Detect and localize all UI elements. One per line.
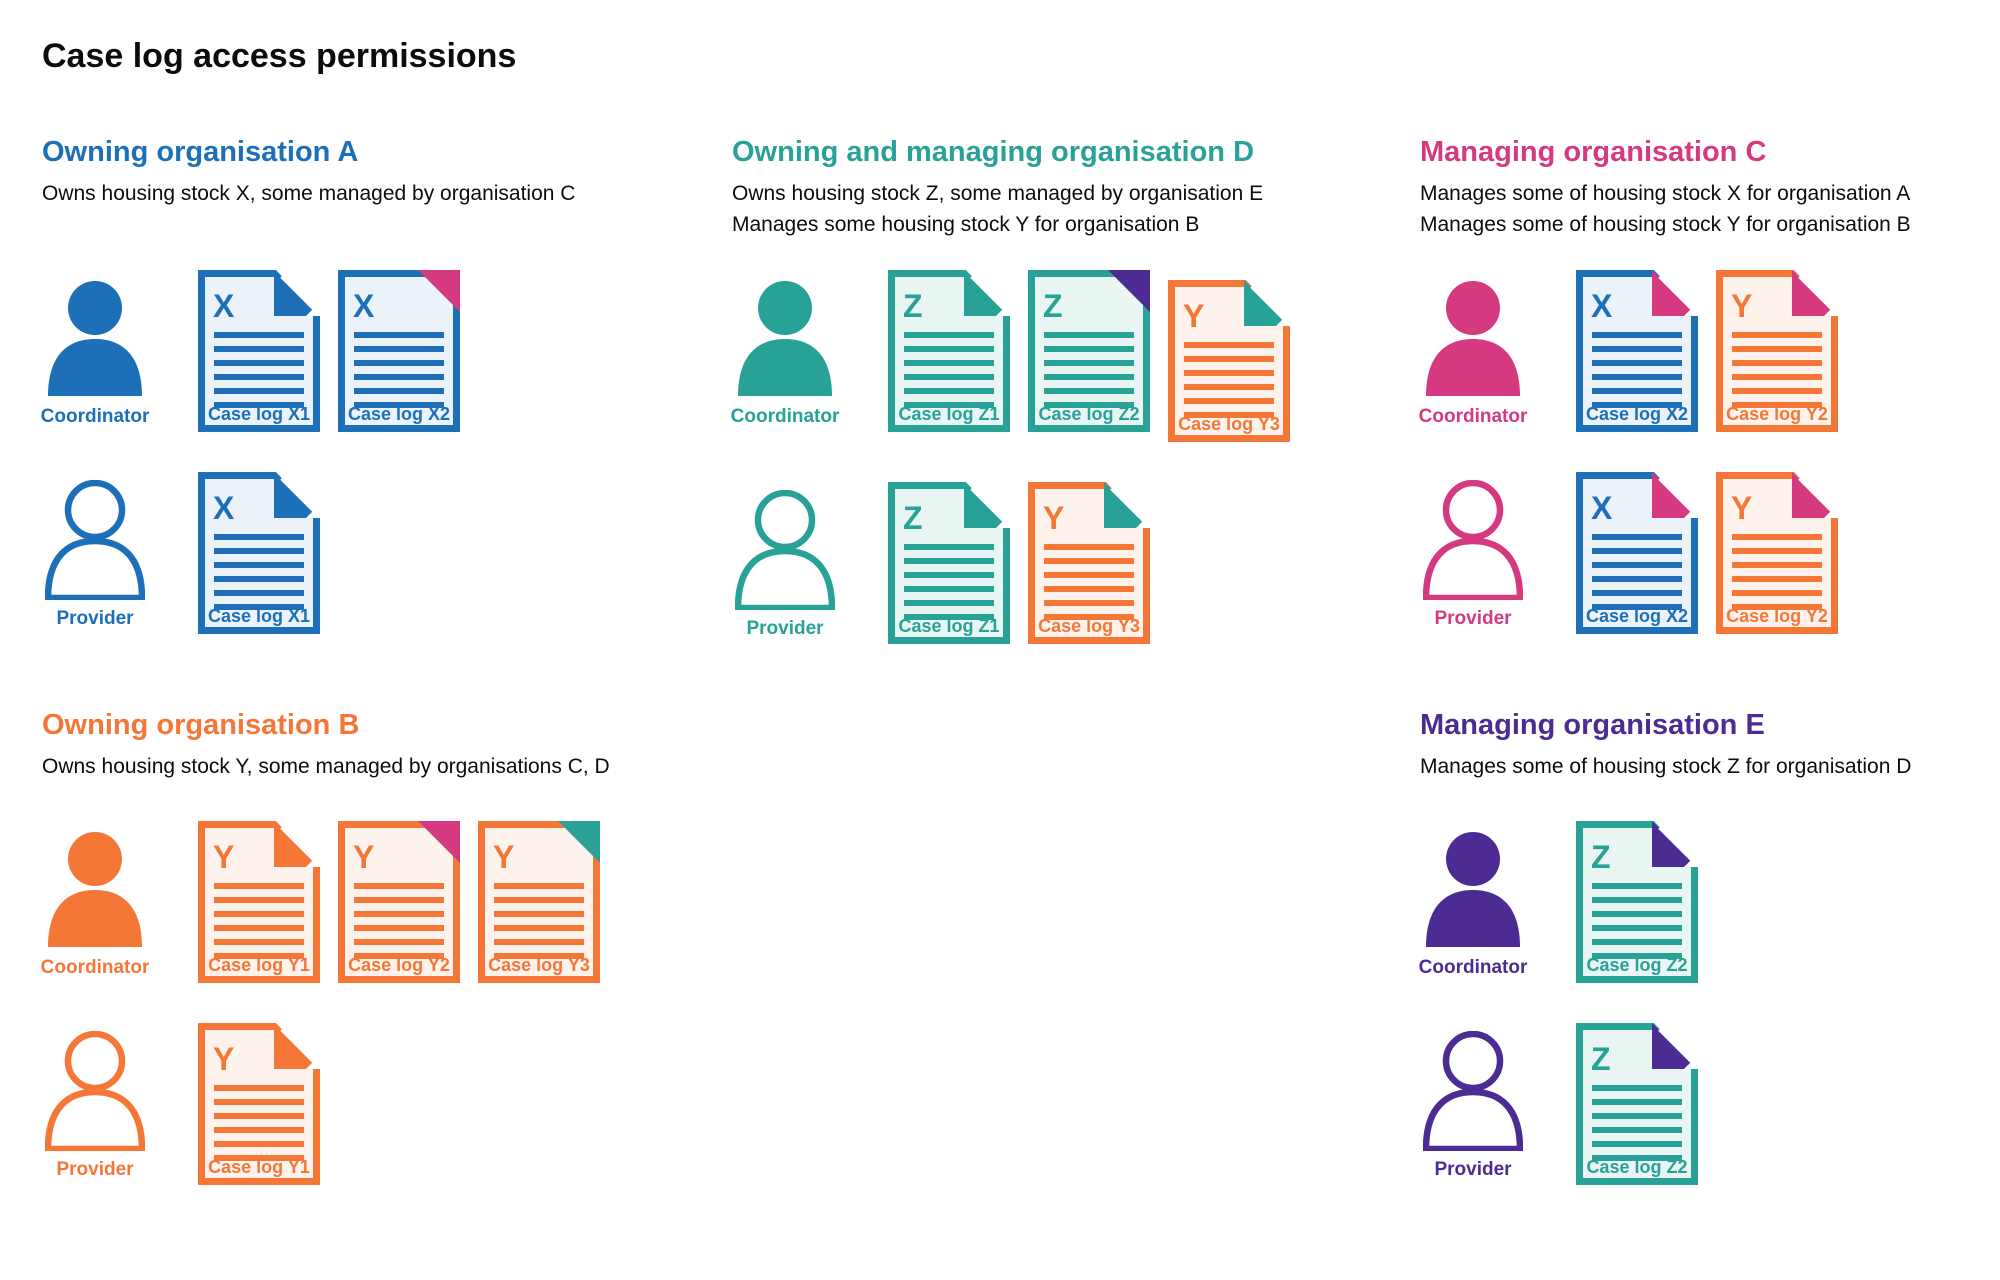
- document-text-line: [1592, 562, 1682, 568]
- document-text-line: [494, 911, 584, 917]
- document-text-line: [1592, 548, 1682, 554]
- case-log-document: [338, 821, 460, 983]
- role-label: Coordinator: [40, 957, 150, 978]
- person-figure: [1420, 821, 1526, 979]
- case-log-document-icon: [1716, 472, 1838, 634]
- role-label: Provider: [1434, 608, 1512, 629]
- case-log-documents: [198, 270, 460, 432]
- document-text-line: [1732, 562, 1822, 568]
- case-log-label: Case log Y1: [208, 955, 310, 975]
- document-text-line: [1592, 534, 1682, 540]
- document-text-line: [1044, 388, 1134, 394]
- document-text-line: [1732, 576, 1822, 582]
- document-text-line: [1732, 346, 1822, 352]
- document-text-line: [214, 332, 304, 338]
- document-text-line: [904, 332, 994, 338]
- case-log-document-icon: [1028, 482, 1150, 644]
- case-log-documents: [198, 472, 320, 634]
- coordinator-row: [42, 270, 682, 432]
- document-text-line: [354, 388, 444, 394]
- role-label: Coordinator: [730, 406, 840, 427]
- document-text-line: [214, 883, 304, 889]
- document-text-line: [214, 360, 304, 366]
- section-heading: Managing organisation C: [1420, 136, 1767, 168]
- document-text-line: [1732, 332, 1822, 338]
- case-log-document: [198, 821, 320, 983]
- case-log-document-icon: [1716, 270, 1838, 432]
- person-figure: [42, 270, 148, 428]
- role-label: Provider: [1434, 1159, 1512, 1180]
- case-log-document: [338, 270, 460, 432]
- section-organisation-c: [1420, 132, 2000, 674]
- document-text-line: [1732, 534, 1822, 540]
- document-text-line: [354, 360, 444, 366]
- person-figure: [732, 270, 838, 428]
- provider-icon: [45, 480, 145, 600]
- case-log-documents: [1576, 821, 1698, 983]
- case-log-document-icon: [338, 270, 460, 432]
- document-text-line: [494, 897, 584, 903]
- case-log-document-icon: [338, 821, 460, 983]
- section-organisation-d: [732, 132, 1372, 684]
- document-text-line: [1044, 600, 1134, 606]
- case-log-documents: [1576, 472, 1838, 634]
- document-text-line: [1592, 897, 1682, 903]
- case-log-document-icon: [198, 472, 320, 634]
- case-log-label: Case log X2: [1585, 606, 1689, 626]
- document-text-line: [1732, 548, 1822, 554]
- document-text-line: [1044, 558, 1134, 564]
- case-log-document-icon: [198, 1023, 320, 1185]
- stock-letter: Z: [903, 288, 923, 324]
- case-log-label: Case log Z2: [1586, 1157, 1688, 1177]
- case-log-document: [1028, 482, 1150, 644]
- document-text-line: [494, 883, 584, 889]
- case-log-document: [198, 472, 320, 634]
- case-log-label: Case log Z1: [898, 616, 1000, 636]
- document-text-line: [904, 374, 994, 380]
- document-text-line: [904, 600, 994, 606]
- stock-letter: Z: [1043, 288, 1063, 324]
- coordinator-icon: [735, 278, 835, 398]
- case-log-document-icon: [198, 821, 320, 983]
- document-text-line: [214, 911, 304, 917]
- document-text-line: [1592, 925, 1682, 931]
- section-description-line: Manages some of housing stock Z for organisation D: [1420, 755, 1912, 778]
- person-figure: [42, 821, 148, 979]
- document-text-line: [1184, 356, 1274, 362]
- role-label: Provider: [56, 1159, 134, 1180]
- provider-row: [1420, 472, 2000, 634]
- coordinator-row: [732, 270, 1372, 442]
- document-text-line: [1592, 590, 1682, 596]
- case-log-document: [1576, 270, 1698, 432]
- provider-icon: [45, 1031, 145, 1151]
- document-text-line: [1592, 332, 1682, 338]
- stock-letter: X: [1591, 490, 1613, 526]
- document-text-line: [214, 1127, 304, 1133]
- person-figure: [42, 1023, 148, 1181]
- stock-letter: X: [213, 288, 235, 324]
- case-log-document: [478, 821, 600, 983]
- case-log-label: Case log Z2: [1038, 404, 1140, 424]
- section-description-line: Owns housing stock Y, some managed by organisations C, D: [42, 755, 610, 778]
- person-block: [1420, 821, 1576, 979]
- case-log-document-icon: [478, 821, 600, 983]
- section-description: [42, 178, 682, 270]
- document-text-line: [354, 925, 444, 931]
- case-log-document: [198, 270, 320, 432]
- stock-letter: Z: [1591, 1041, 1611, 1077]
- case-log-document: [1028, 270, 1150, 442]
- case-log-document-icon: [888, 482, 1010, 644]
- document-text-line: [1184, 384, 1274, 390]
- document-text-line: [354, 939, 444, 945]
- document-text-line: [1592, 1127, 1682, 1133]
- case-log-document-icon: [1576, 821, 1698, 983]
- document-text-line: [214, 1113, 304, 1119]
- case-log-document: [1168, 280, 1290, 442]
- stock-letter: Y: [1731, 288, 1753, 324]
- case-log-label: Case log Y3: [488, 955, 590, 975]
- case-log-document: [1716, 270, 1838, 432]
- coordinator-row: [1420, 821, 2000, 983]
- case-log-documents: [198, 821, 600, 983]
- case-log-label: Case log Z1: [898, 404, 1000, 424]
- case-log-documents: [888, 482, 1150, 644]
- document-text-line: [1592, 911, 1682, 917]
- coordinator-icon: [1423, 829, 1523, 949]
- section-organisation-b: [42, 705, 682, 1225]
- person-block: [732, 482, 888, 640]
- document-text-line: [1592, 1141, 1682, 1147]
- document-text-line: [354, 911, 444, 917]
- section-heading: Managing organisation E: [1420, 709, 1765, 741]
- role-label: Coordinator: [40, 406, 150, 427]
- document-text-line: [354, 332, 444, 338]
- provider-row: [42, 1023, 682, 1185]
- coordinator-row: [42, 821, 682, 983]
- case-log-documents: [1576, 1023, 1698, 1185]
- document-text-line: [214, 1099, 304, 1105]
- section-description: [1420, 751, 2000, 821]
- case-log-label: Case log X1: [207, 606, 311, 626]
- case-log-label: Case log X2: [347, 404, 451, 424]
- document-text-line: [214, 388, 304, 394]
- person-block: [42, 472, 198, 630]
- document-text-line: [1044, 332, 1134, 338]
- coordinator-icon: [1423, 278, 1523, 398]
- coordinator-icon: [45, 829, 145, 949]
- person-figure: [1420, 270, 1526, 428]
- document-text-line: [1044, 360, 1134, 366]
- document-text-line: [214, 346, 304, 352]
- document-text-line: [214, 576, 304, 582]
- case-log-label: Case log Y1: [208, 1157, 310, 1177]
- person-figure: [1420, 472, 1526, 630]
- section-description-line: Manages some of housing stock Y for organisation B: [1420, 213, 1911, 236]
- role-label: Provider: [56, 608, 134, 629]
- person-block: [732, 270, 888, 428]
- case-log-document: [888, 482, 1010, 644]
- document-text-line: [904, 572, 994, 578]
- case-log-document-icon: [888, 270, 1010, 432]
- document-text-line: [214, 374, 304, 380]
- document-text-line: [214, 1141, 304, 1147]
- document-text-line: [354, 374, 444, 380]
- document-text-line: [1044, 346, 1134, 352]
- person-block: [42, 1023, 198, 1181]
- provider-icon: [735, 490, 835, 610]
- case-log-label: Case log Y2: [1726, 606, 1828, 626]
- case-log-label: Case log Y3: [1038, 616, 1140, 636]
- document-text-line: [354, 346, 444, 352]
- role-label: Coordinator: [1418, 957, 1528, 978]
- document-text-line: [1592, 388, 1682, 394]
- stock-letter: X: [213, 490, 235, 526]
- case-log-document-icon: [1576, 1023, 1698, 1185]
- section-description-line: Manages some of housing stock X for organisation A: [1420, 182, 1911, 205]
- case-log-documents: [888, 270, 1290, 442]
- document-text-line: [1732, 374, 1822, 380]
- stock-letter: X: [1591, 288, 1613, 324]
- case-log-documents: [1576, 270, 1838, 432]
- document-text-line: [1592, 1085, 1682, 1091]
- case-log-label: Case log Z2: [1586, 955, 1688, 975]
- document-text-line: [1044, 374, 1134, 380]
- person-block: [1420, 1023, 1576, 1181]
- document-text-line: [904, 558, 994, 564]
- person-figure: [42, 472, 148, 630]
- case-log-document: [1576, 1023, 1698, 1185]
- document-text-line: [214, 534, 304, 540]
- stock-letter: Y: [1731, 490, 1753, 526]
- coordinator-row: [1420, 270, 2000, 432]
- person-figure: [732, 482, 838, 640]
- stock-letter: Y: [1043, 500, 1065, 536]
- section-description: [732, 178, 1372, 270]
- person-block: [1420, 270, 1576, 428]
- person-block: [42, 821, 198, 979]
- case-log-label: Case log Y2: [348, 955, 450, 975]
- provider-icon: [1423, 1031, 1523, 1151]
- case-log-label: Case log X1: [207, 404, 311, 424]
- case-log-document: [1576, 472, 1698, 634]
- document-text-line: [494, 939, 584, 945]
- case-log-label: Case log Y3: [1178, 414, 1280, 434]
- document-text-line: [1592, 1113, 1682, 1119]
- section-description-line: Owns housing stock Z, some managed by organisation E: [732, 182, 1264, 205]
- stock-letter: Z: [1591, 839, 1611, 875]
- document-text-line: [1732, 360, 1822, 366]
- case-log-label: Case log X2: [1585, 404, 1689, 424]
- case-log-document-icon: [1028, 270, 1150, 432]
- document-text-line: [1044, 544, 1134, 550]
- document-text-line: [904, 586, 994, 592]
- stock-letter: Y: [213, 839, 235, 875]
- section-organisation-e: [1420, 705, 2000, 1225]
- stock-letter: Z: [903, 500, 923, 536]
- section-heading: Owning organisation A: [42, 136, 359, 168]
- case-log-document-icon: [1576, 270, 1698, 432]
- document-text-line: [1592, 939, 1682, 945]
- case-log-documents: [198, 1023, 320, 1185]
- document-text-line: [1184, 398, 1274, 404]
- document-text-line: [214, 897, 304, 903]
- stock-letter: Y: [493, 839, 515, 875]
- provider-row: [42, 472, 682, 634]
- document-text-line: [214, 562, 304, 568]
- person-figure: [1420, 1023, 1526, 1181]
- provider-row: [1420, 1023, 2000, 1185]
- case-log-document: [1576, 821, 1698, 983]
- case-log-document: [888, 270, 1010, 442]
- document-text-line: [1592, 360, 1682, 366]
- provider-icon: [1423, 480, 1523, 600]
- document-text-line: [214, 925, 304, 931]
- stock-letter: Y: [213, 1041, 235, 1077]
- document-text-line: [1592, 346, 1682, 352]
- document-text-line: [214, 548, 304, 554]
- case-log-label: Case log Y2: [1726, 404, 1828, 424]
- document-text-line: [1592, 374, 1682, 380]
- document-text-line: [214, 590, 304, 596]
- document-text-line: [1592, 883, 1682, 889]
- person-block: [42, 270, 198, 428]
- document-text-line: [494, 925, 584, 931]
- document-text-line: [354, 897, 444, 903]
- section-description-line: Owns housing stock X, some managed by organisation C: [42, 182, 576, 205]
- case-log-document-icon: [1168, 280, 1290, 442]
- document-text-line: [1184, 342, 1274, 348]
- role-label: Coordinator: [1418, 406, 1528, 427]
- document-text-line: [1044, 586, 1134, 592]
- page-title: Case log access permissions: [42, 37, 517, 75]
- stock-letter: Y: [1183, 298, 1205, 334]
- document-text-line: [1732, 388, 1822, 394]
- document-text-line: [1184, 370, 1274, 376]
- person-block: [1420, 472, 1576, 630]
- case-log-document: [1716, 472, 1838, 634]
- document-text-line: [904, 544, 994, 550]
- section-heading: Owning organisation B: [42, 709, 360, 741]
- role-label: Provider: [746, 618, 824, 639]
- section-heading: Owning and managing organisation D: [732, 136, 1255, 168]
- stock-letter: X: [353, 288, 375, 324]
- document-text-line: [1592, 576, 1682, 582]
- document-text-line: [214, 939, 304, 945]
- section-description: [1420, 178, 2000, 270]
- document-text-line: [1044, 572, 1134, 578]
- coordinator-icon: [45, 278, 145, 398]
- document-text-line: [214, 1085, 304, 1091]
- case-log-document-icon: [1576, 472, 1698, 634]
- section-description-line: Manages some housing stock Y for organisation B: [732, 213, 1200, 236]
- document-text-line: [904, 388, 994, 394]
- document-text-line: [1592, 1099, 1682, 1105]
- case-log-document: [198, 1023, 320, 1185]
- section-organisation-a: [42, 132, 682, 674]
- document-text-line: [1732, 590, 1822, 596]
- document-text-line: [904, 346, 994, 352]
- case-log-document-icon: [198, 270, 320, 432]
- document-text-line: [904, 360, 994, 366]
- stock-letter: Y: [353, 839, 375, 875]
- section-description: [42, 751, 682, 821]
- provider-row: [732, 482, 1372, 644]
- document-text-line: [354, 883, 444, 889]
